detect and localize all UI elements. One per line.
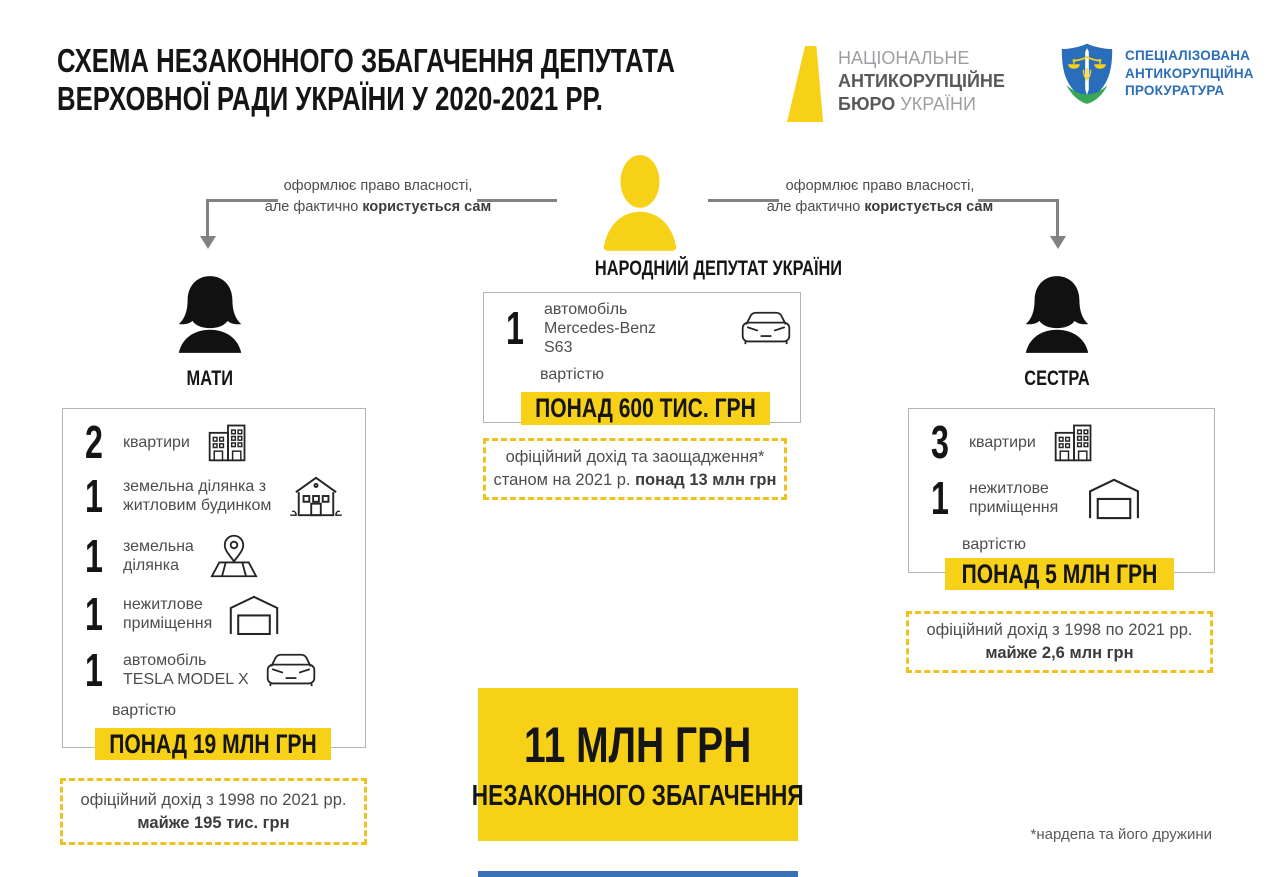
asset-count: 2	[85, 416, 103, 468]
nabu-logo	[787, 44, 1005, 124]
mother-value-band: ПОНАД 19 МЛН ГРН	[95, 728, 331, 760]
total-caption: НЕЗАКОННОГО ЗБАГАЧЕННЯ	[472, 780, 804, 812]
asset-label: квартири	[123, 433, 190, 451]
sap-logo	[1060, 41, 1254, 111]
mother-income-box: офіційний дохід з 1998 по 2021 рр. майже 195 тис. грн	[60, 778, 367, 845]
land-plot-icon	[210, 533, 258, 579]
sap-line-2: АНТИКОРУПЦІЙНА	[1125, 65, 1254, 81]
bottom-blue-bar	[478, 871, 798, 877]
apartment-building-icon	[206, 420, 250, 464]
sister-label: СЕСТРА	[1024, 367, 1090, 390]
asset-count: 1	[85, 530, 103, 582]
deputy-label: НАРОДНИЙ ДЕПУТАТ УКРАЇНИ	[594, 257, 843, 280]
footnote: *нардепа та його дружини	[1030, 826, 1212, 843]
deputy-income-box: офіційний дохід та заощадження* станом на 2021 р. понад 13 млн грн	[483, 438, 787, 500]
apartment-building-icon	[1052, 420, 1096, 464]
sister-income-box: офіційний дохід з 1998 по 2021 рр. майже 2,6 млн грн	[906, 611, 1213, 673]
asset-count: 1	[85, 644, 103, 696]
asset-count: 1	[931, 472, 949, 524]
asset-label: земельна ділянка	[123, 538, 194, 574]
sap-line-1: СПЕЦІАЛІЗОВАНА	[1125, 48, 1251, 63]
left-arrow-head-icon	[200, 236, 216, 249]
nabu-wedge-icon	[787, 44, 825, 124]
asset-label: квартири	[969, 433, 1036, 451]
asset-row	[77, 531, 357, 581]
mother-label: МАТИ	[186, 367, 234, 390]
car-icon	[265, 651, 317, 689]
deputy-person-icon	[596, 152, 684, 254]
title-line-1: СХЕМА НЕЗАКОННОГО ЗБАГАЧЕННЯ ДЕПУТАТА	[57, 42, 675, 79]
asset-count: 1	[506, 302, 524, 354]
right-arrow-line	[1056, 199, 1059, 236]
asset-row	[498, 300, 792, 356]
sister-value-band: ПОНАД 5 МЛН ГРН	[945, 558, 1174, 590]
car-icon	[740, 308, 792, 348]
asset-label: автомобіль TESLA MODEL X	[123, 652, 249, 688]
left-arrow-line	[206, 199, 209, 236]
nabu-line-3: БЮРО УКРАЇНИ	[838, 94, 976, 114]
nabu-logo-text	[838, 44, 1005, 116]
asset-label: автомобіль Mercedes-Benz S63	[544, 300, 657, 356]
asset-label: земельна ділянка з житловим будинком	[123, 478, 272, 514]
house-icon	[287, 473, 345, 519]
warehouse-icon	[1086, 476, 1142, 520]
left-arrow-caption: оформлює право власності, але фактично користується сам	[264, 178, 492, 215]
nabu-line-2: АНТИКОРУПЦІЙНЕ	[838, 71, 1005, 91]
mother-person-icon	[170, 266, 250, 363]
deputy-value-label: вартістю	[540, 366, 604, 383]
asset-label: нежитлове приміщення	[969, 480, 1059, 516]
sap-line-3: ПРОКУРАТУРА	[1125, 83, 1225, 98]
nabu-line-1: НАЦІОНАЛЬНЕ	[838, 48, 970, 68]
total-amount: 11 МЛН ГРН	[524, 717, 752, 773]
right-arrow-caption: оформлює право власності, але фактично користується сам	[766, 178, 994, 215]
sister-assets-box	[908, 408, 1215, 573]
mother-value-label: вартістю	[112, 702, 176, 719]
deputy-value-band: ПОНАД 600 ТИС. ГРН	[521, 392, 770, 425]
right-arrow-head-icon	[1050, 236, 1066, 249]
mother-assets-box	[62, 408, 366, 748]
asset-label: нежитлове приміщення	[123, 596, 213, 632]
total-enrichment-box	[472, 688, 804, 841]
sister-person-icon	[1017, 266, 1097, 363]
page-title	[57, 42, 849, 118]
asset-row	[923, 473, 1206, 523]
asset-row	[77, 471, 357, 521]
sap-logo-text	[1125, 41, 1254, 100]
asset-row	[77, 416, 357, 468]
asset-row	[923, 416, 1206, 468]
warehouse-icon	[228, 593, 280, 636]
asset-count: 3	[931, 416, 949, 468]
sister-value-label: вартістю	[962, 536, 1026, 553]
asset-row	[77, 645, 357, 695]
asset-count: 1	[85, 470, 103, 522]
sap-shield-icon	[1060, 41, 1114, 111]
asset-count: 1	[85, 588, 103, 640]
title-line-2: ВЕРХОВНОЇ РАДИ УКРАЇНИ У 2020-2021 РР.	[57, 80, 603, 117]
asset-row	[77, 589, 357, 639]
